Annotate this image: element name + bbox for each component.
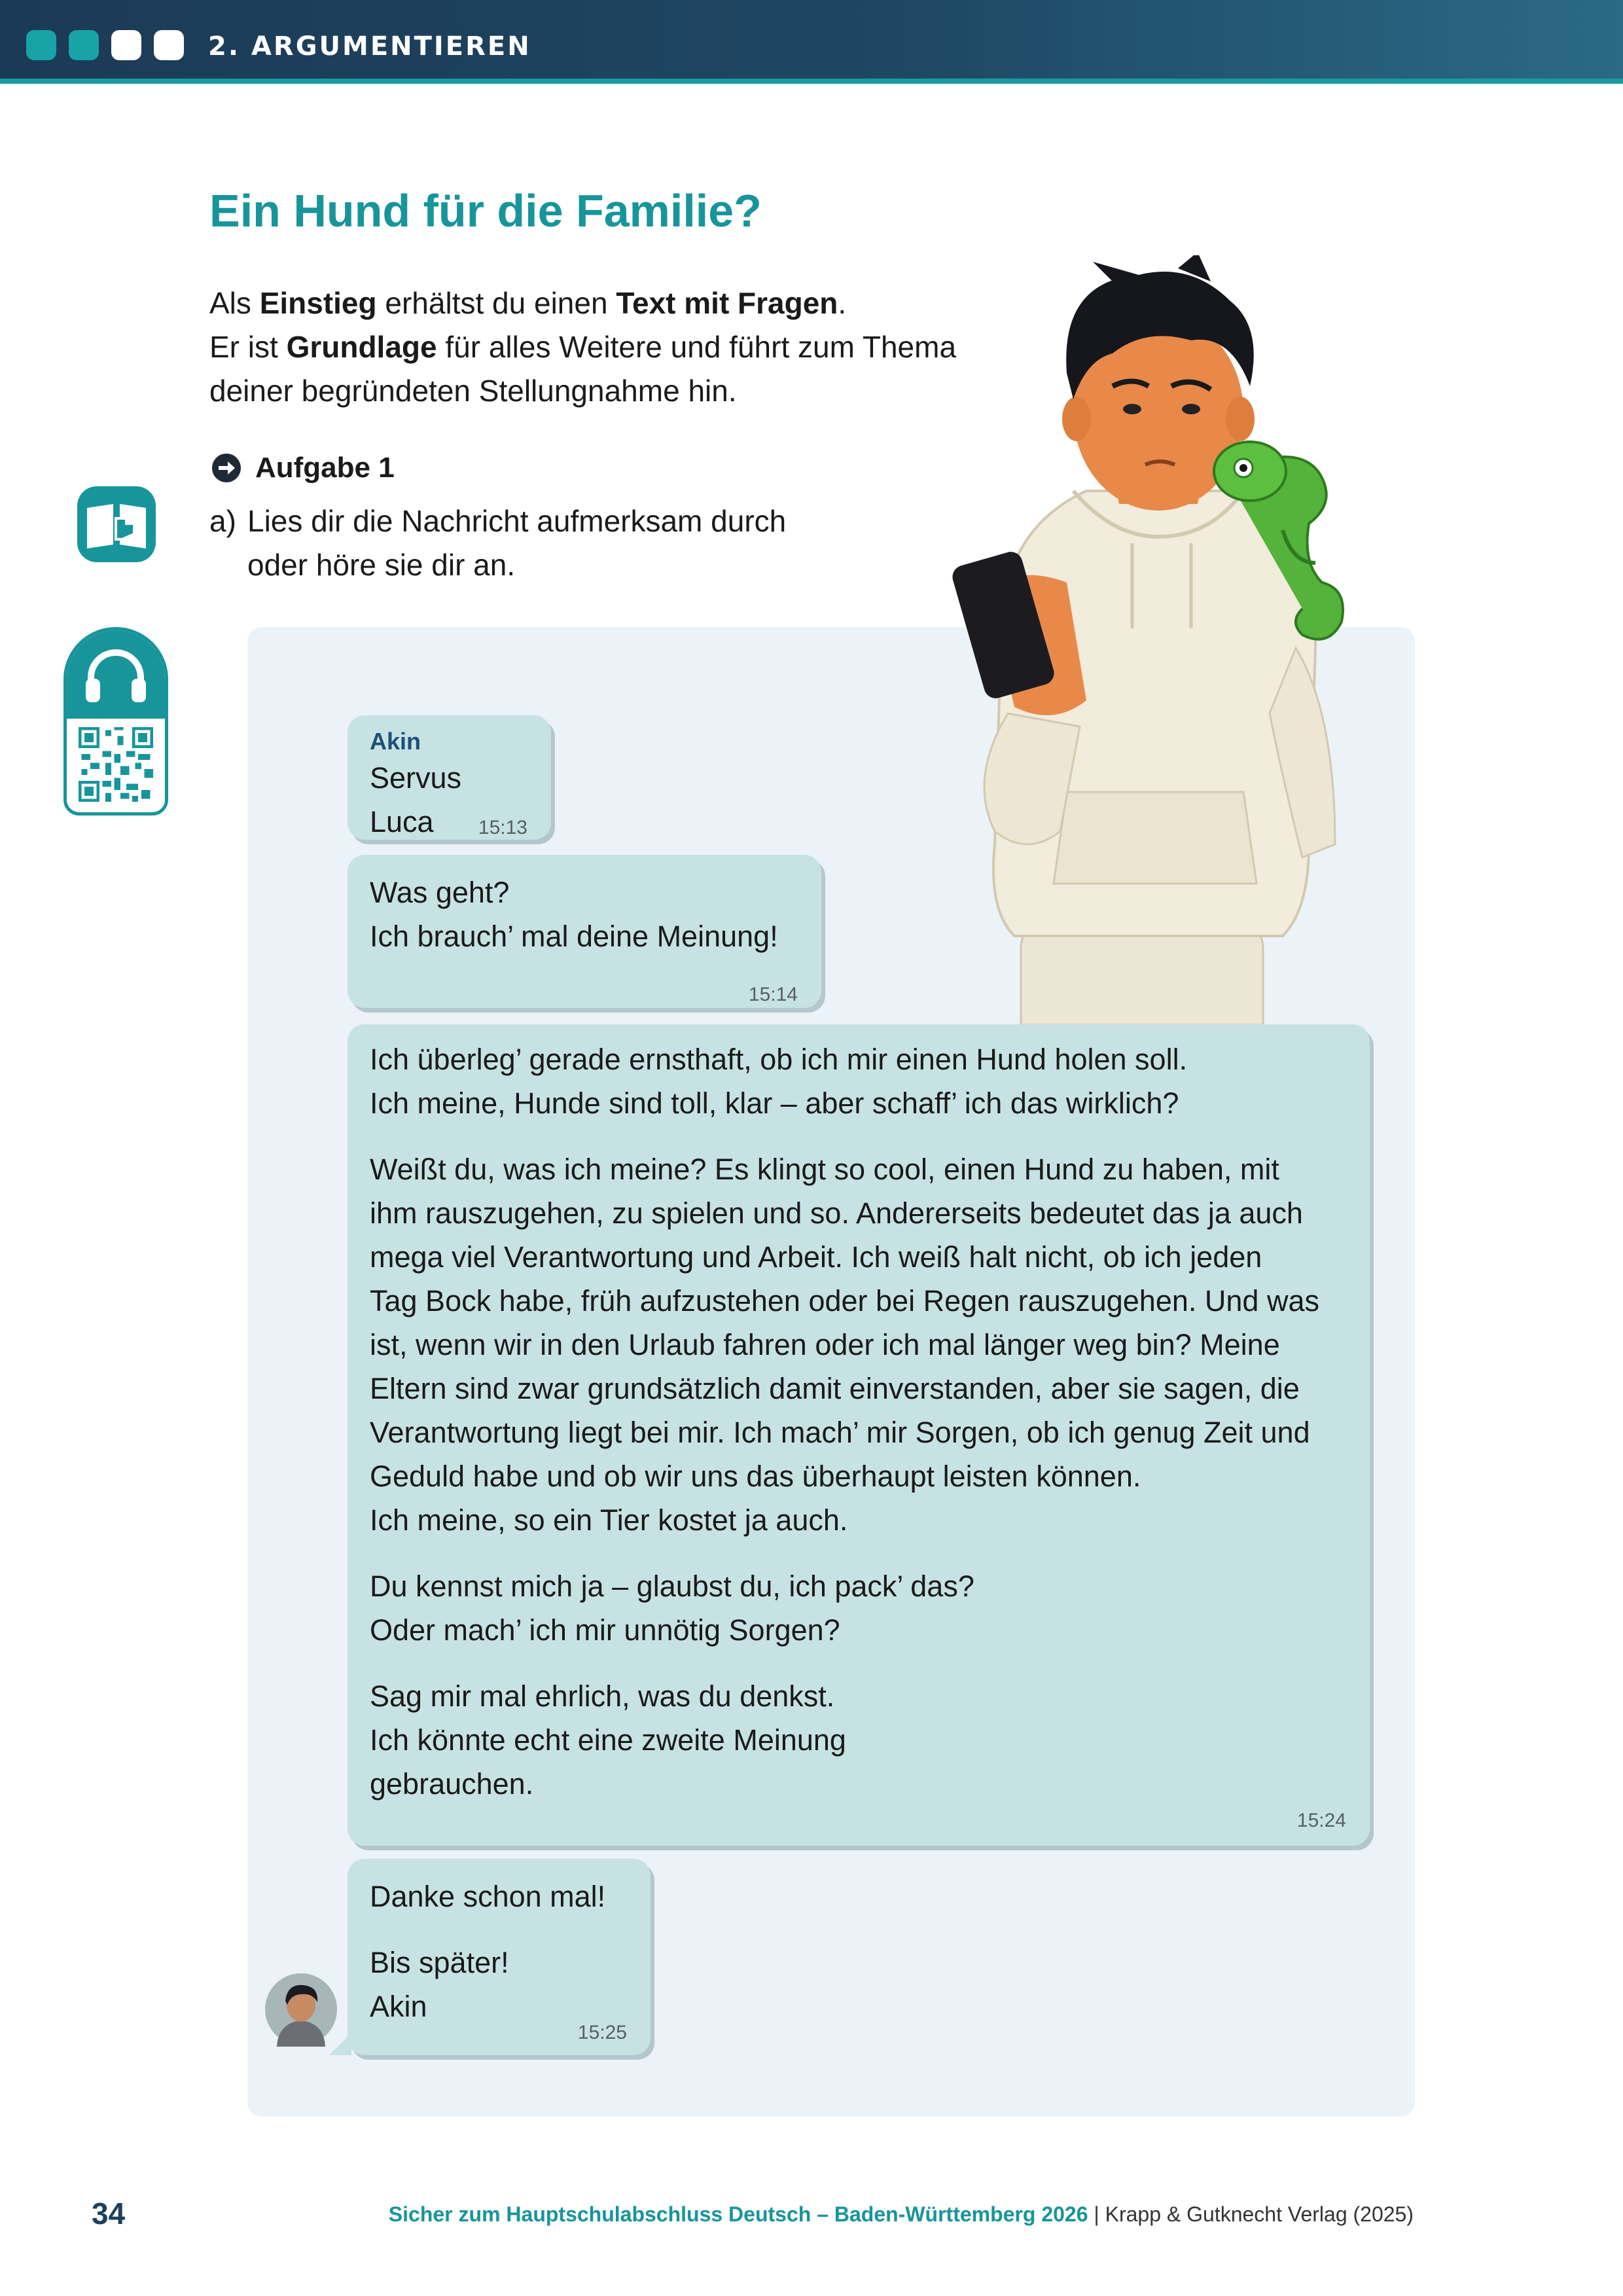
message-line: mega viel Verantwortung und Arbeit. Ich weiß halt nicht, ob ich jeden [370, 1240, 1262, 1274]
message-line: Geduld habe und ob wir uns das überhaupt leisten können. [370, 1460, 1141, 1493]
message-text: Servus Luca [370, 761, 462, 838]
message-line: ist, wenn wir in den Urlaub fahren oder ich mal länger weg bin? Meine [370, 1328, 1280, 1361]
page-number: 34 [92, 2197, 126, 2231]
message-line: Weißt du, was ich meine? Es klingt so cool, einen Hund zu haben, mit [370, 1153, 1279, 1186]
message-sender: Akin [370, 728, 421, 755]
message-line: Bis später! [370, 1946, 509, 1979]
intro-text: Als Einstieg erhältst du einen Text mit Fragen. Er ist Grundlage für alles Weitere und führt zum Thema deiner begründeten Stellungnahme hin. [209, 286, 957, 408]
message-line: Sag mir mal ehrlich, was du denkst. [370, 1679, 835, 1713]
page-title: Ein Hund für die Familie? [209, 185, 762, 236]
message-timestamp: 15:14 [748, 984, 798, 1005]
teen-with-phone-and-chameleon-illustration [916, 255, 1400, 1025]
message-line: Danke schon mal! [370, 1880, 606, 1913]
message-line: Ich überleg’ gerade ernsthaft, ob ich mir einen Hund holen soll. [370, 1043, 1188, 1076]
task-heading-label: Aufgabe 1 [255, 452, 395, 484]
message-timestamp: 15:25 [577, 2022, 627, 2043]
chapter-header-bar [0, 0, 1623, 79]
task-item-text-line-2: oder höre sie dir an. [247, 548, 516, 582]
progress-square-empty-4 [154, 30, 184, 60]
message-line: Ich könnte echt eine zweite Meinung [370, 1723, 846, 1757]
message-timestamp: 15:24 [1296, 1810, 1346, 1831]
message-line: Oder mach’ ich mir unnötig Sorgen? [370, 1613, 840, 1647]
footer-publisher: | Krapp & Gutknecht Verlag (2025) [1088, 2202, 1414, 2226]
chapter-title: 2. ARGUMENTIEREN [208, 31, 531, 62]
read-book-icon [75, 484, 158, 564]
message-line: Eltern sind zwar grundsätzlich damit einverstanden, aber sie sagen, die [370, 1372, 1300, 1405]
task-heading [211, 452, 395, 484]
message-text-line-2: Ich brauch’ mal deine Meinung! [370, 920, 778, 953]
message-line: Ich meine, Hunde sind toll, klar – aber schaff’ ich das wirklich? [370, 1086, 1179, 1120]
message-line: Du kennst mich ja – glaubst du, ich pack’ das? [370, 1570, 974, 1603]
message-line: Akin [370, 1990, 427, 2023]
progress-square-empty-3 [111, 30, 141, 60]
progress-square-filled-1 [26, 30, 56, 60]
message-timestamp: 15:13 [478, 817, 527, 838]
footer-book-title: Sicher zum Hauptschulabschluss Deutsch – Baden-Württemberg 2026 [388, 2202, 1088, 2226]
chat-message-3 [348, 1024, 1370, 1846]
qr-code-icon[interactable] [79, 727, 153, 802]
audio-qr-badge[interactable] [63, 627, 168, 816]
task-item-label: a) [209, 504, 236, 538]
message-line: gebrauchen. [370, 1767, 534, 1801]
chat-message-4 [348, 1859, 651, 2055]
message-line: Verantwortung liegt bei mir. Ich mach’ mir Sorgen, ob ich genug Zeit und [370, 1416, 1310, 1449]
progress-square-filled-2 [69, 30, 99, 60]
avatar [264, 1972, 338, 2047]
chat-message-2 [348, 855, 821, 1008]
footer-credits [389, 2202, 1414, 2227]
message-line: ihm rauszugehen, zu spielen und so. Andererseits bedeutet das ja auch [370, 1196, 1303, 1230]
task-item-text-line-1: Lies dir die Nachricht aufmerksam durch [247, 504, 787, 538]
chat-message-1 [348, 715, 551, 840]
message-line: Ich meine, so ein Tier kostet ja auch. [370, 1503, 848, 1537]
headphones-icon [83, 645, 149, 705]
message-line: Tag Bock habe, früh aufzustehen oder bei Regen rauszugehen. Und was [370, 1284, 1319, 1318]
arrow-right-circle-icon [211, 452, 242, 484]
message-text-line-1: Was geht? [370, 876, 510, 909]
